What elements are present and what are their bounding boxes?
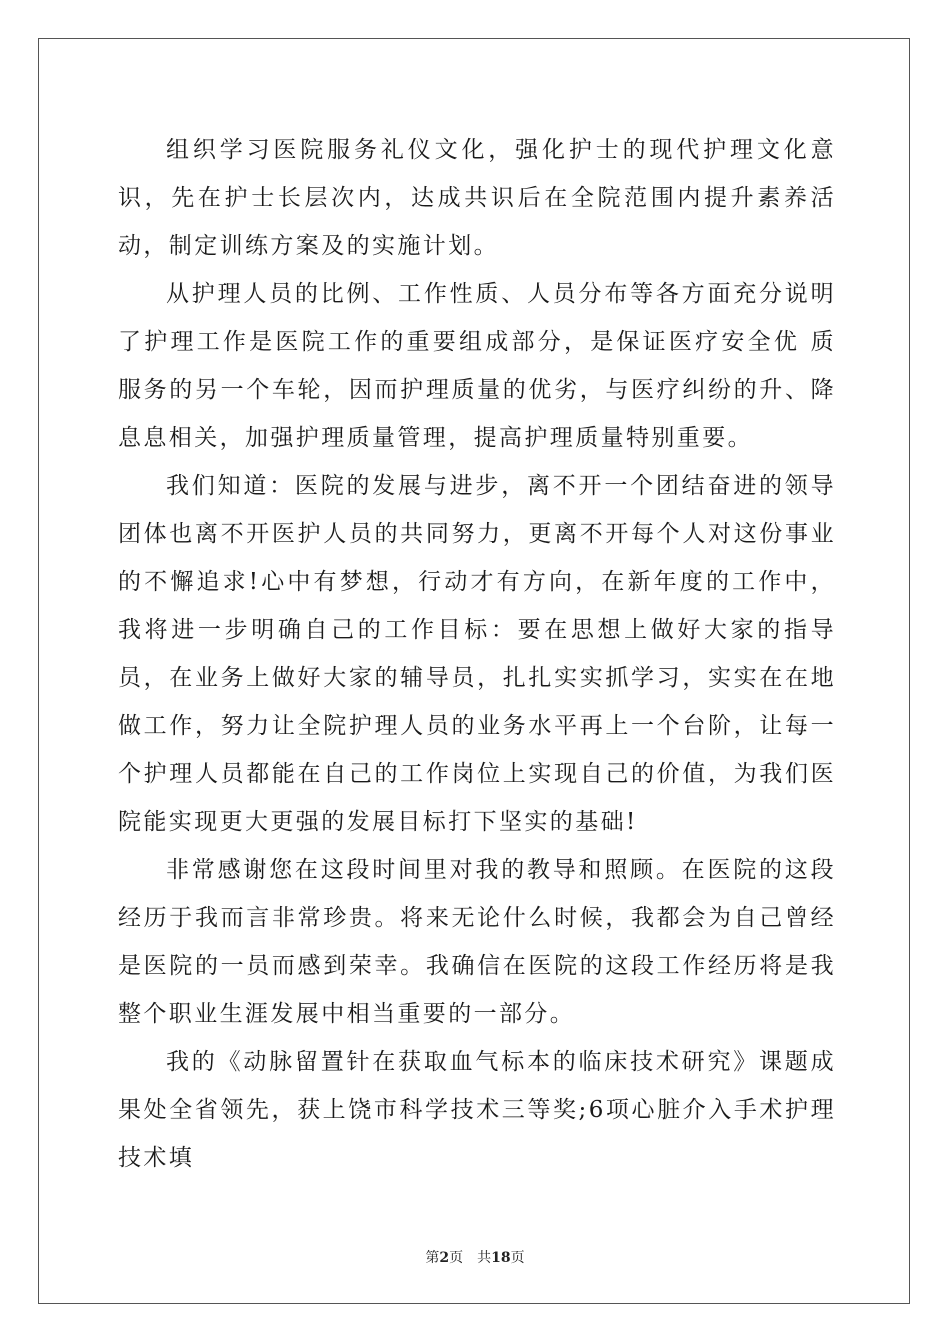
page-prefix: 第 xyxy=(425,1250,440,1266)
total-suffix: 页 xyxy=(510,1250,525,1266)
page-footer xyxy=(0,1247,950,1267)
paragraph-2: 从护理人员的比例、工作性质、人员分布等各方面充分说明了护理工作是医院工作的重要组成部分，是保证医疗安全优 质服务的另一个车轮，因而护理质量的优劣，与医疗纠纷的升、降息息相关，加强护理质量管理，提高护理质量特别重要。 xyxy=(118,281,836,451)
page-number: 2 xyxy=(439,1250,450,1266)
paragraph-3: 我们知道：医院的发展与进步，离不开一个团结奋进的领导团体也离不开医护人员的共同努力，更离不开每个人对这份事业的不懈追求!心中有梦想，行动才有方向，在新年度的工作中，我将进一步明确自己的工作目标：要在思想上做好大家的指导员，在业务上做好大家的辅导员，扎扎实实抓学习，实实在在地做工作，努力让全院护理人员的业务水平再上一个台阶，让每一个护理人员都能在自己的工作岗位上实现自己的价值，为我们医院能实现更大更强的发展目标打下坚实的基础! xyxy=(118,473,836,835)
total-prefix: 共 xyxy=(477,1250,492,1266)
document-body xyxy=(118,126,836,1182)
page-suffix: 页 xyxy=(449,1250,464,1266)
total-pages: 18 xyxy=(491,1250,511,1266)
paragraph-1: 组织学习医院服务礼仪文化，强化护士的现代护理文化意识，先在护士长层次内，达成共识后在全院范围内提升素养活动，制定训练方案及的实施计划。 xyxy=(118,137,836,259)
paragraph-4: 非常感谢您在这段时间里对我的教导和照顾。在医院的这段经历于我而言非常珍贵。将来无论什么时候，我都会为自己曾经是医院的一员而感到荣幸。我确信在医院的这段工作经历将是我整个职业生涯发展中相当重要的一部分。 xyxy=(118,857,836,1027)
paragraph-5: 我的《动脉留置针在获取血气标本的临床技术研究》课题成果处全省领先，获上饶市科学技术三等奖;6项心脏介入手术护理技术填 xyxy=(118,1049,836,1171)
